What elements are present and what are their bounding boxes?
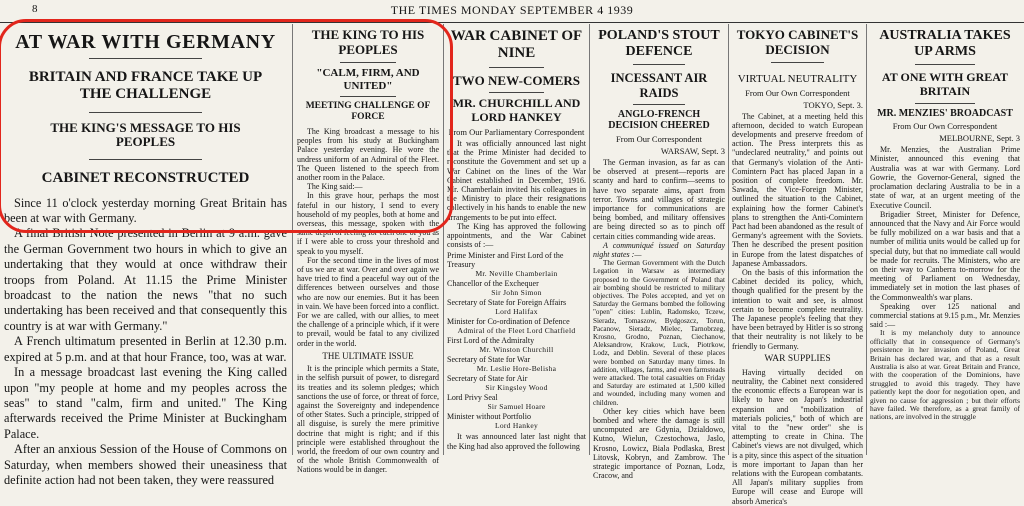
- correspondent-credit: From Our Own Correspondent: [892, 121, 998, 132]
- list-item: Minister without Portfolio Lord Hankey: [447, 412, 539, 431]
- article-paragraph: A French ultimatum presented in Berlin at 12.30 p.m. expired at 5 p.m. and at that hour France, too, was at war.: [4, 334, 287, 364]
- list-item: First Lord of the Admiralty Mr. Winston Churchill: [447, 336, 554, 355]
- article-paragraph: Speaking over 125 national and commercial stations at 9.15 p.m., Mr. Menzies said :—: [870, 301, 1020, 330]
- article-paragraph: Brigadier Street, Minister for Defence, announced that the Navy and Air Force would be fully mobilized on a war basis and that a number of militia units would be called up for special duty, but that no immediate call would be made for recruits. The Ministers, who are on their way to Canberra to-morrow for the meeting of Parliament on Wednesday, immediately set in motion the last phases of the Commonwealth's war plans.: [870, 209, 1020, 302]
- column-rule: [866, 24, 867, 455]
- article-paragraph: It was officially announced last night that the Prime Minister had decided to reconstitute the Government and set up a War Cabinet on the lines of the War Cabinet established in December, 1916. Mr. Chamberlain invited his colleagues in the Ministry to place their resignations collectively in his hands to enable the new arrangements to be put into effect.: [447, 139, 586, 222]
- dateline: MELBOURNE, Sept. 3: [939, 133, 1020, 144]
- divider: [633, 64, 686, 65]
- article-paragraph: It is my melancholy duty to announce officially that in consequence of Germany's persistence in her invasion of Poland, Great Britain has declared war, and that as a result Australia is also at war. Great Britain and France, with the cooperation of the Dominions, have struggled to avoid this tragedy. They have patiently kept the door for negotiation open, and given no cause for aggression ; but their efforts have failed. We therefore, as a great family of nations, are involved in the struggle: [870, 328, 1020, 422]
- list-item: Lord Privy Seal Sir Samuel Hoare: [447, 393, 546, 412]
- list-item: Chancellor of the Exchequer Sir John Simon: [447, 279, 542, 298]
- headline-king-to-peoples: THE KING TO HIS PEOPLES: [311, 27, 425, 57]
- headline-australia-takes-up-arms: AUSTRALIA TAKES UP ARMS: [879, 28, 1011, 60]
- headline-anglo-french-decision: ANGLO-FRENCH DECISION CHEERED: [608, 108, 710, 132]
- list-item: Secretary of State for War Mr. Leslie Hore-Belisha: [447, 355, 557, 374]
- headline-two-new-comers: TWO NEW-COMERS: [453, 72, 580, 88]
- column-rule: [589, 24, 590, 455]
- article-paragraph: The King has approved the following appointments, and the War Cabinet consists of :—: [447, 221, 586, 250]
- headline-calm-firm-united: "CALM, FIRM, AND UNITED": [316, 66, 420, 92]
- article-paragraph: On the basis of this information the Cabinet decided its policy, which, though qualified for the present by the intention to wait and see, is almost certain to become complete neutrality. The Japanese people's feeling that they have been betrayed by Hitler is so strong that their neutrality is not likely to be friendly to Germany.: [732, 267, 863, 351]
- dateline: TOKYO, Sept. 3.: [803, 99, 863, 110]
- headline-virtual-neutrality: VIRTUAL NEUTRALITY: [737, 72, 858, 85]
- list-item: Secretary of State for Air Sir Kingsley Wood: [447, 374, 548, 393]
- article-paragraph: A final British Note presented in Berlin at 9 a.m. gave the German Government two hours in which to give an undertaking that they would at once withdraw their troops from Poland. At 11.15 the Prime Minister broadcast to the nation the news "that no such undertaking has been received and that consequently this country is at war with Germany.": [4, 226, 287, 333]
- article-paragraph: The German Government with the Dutch Legation in Warsaw as intermediary proposed to the Government of Poland that air bombing should be restricted to military objectives. The Poles accepted, and yet on Saturday the Germans bombed the following "open" cities: Lublin, Radomsko, Tczew, Sieradz, Tomaszow, Bydgoszcz, Torun, Pacanow, Sieradz, Mielec, Tarnobrzeg, Krosno, Grodno, Poznan, Ciechanow, Aleksandrow, Krakow, Luck, Piotrkow, Lodz, and Deblin. Several of these places were bombed on Saturday many times. In addition, villages, farms, and even farmsteads were attacked. The total casualties on Friday and Saturday are estimated at 1,500 killed and wounded, including many women and children.: [593, 259, 725, 407]
- divider: [915, 103, 975, 104]
- dateline: WARSAW, Sept. 3: [660, 145, 725, 156]
- headline-tokyo-cabinet: TOKYO CABINET'S DECISION: [736, 27, 859, 57]
- article-body: [4, 196, 287, 489]
- list-item: Prime Minister and First Lord of the Treasury Mr. Neville Chamberlain: [447, 251, 564, 279]
- divider: [489, 92, 545, 93]
- headline-incessant-air-raids: INCESSANT AIR RAIDS: [610, 71, 708, 100]
- divider: [89, 58, 202, 59]
- newspaper-title: THE TIMES MONDAY SEPTEMBER 4 1939: [390, 3, 634, 17]
- headline-cabinet-reconstructed: CABINET RECONSTRUCTED: [41, 170, 250, 187]
- headline-menzies-broadcast: MR. MENZIES' BROADCAST: [877, 107, 1013, 119]
- article-paragraph: Other key cities which have been bombed and where the damage is still uncomputed are Gdynia, Dzialdowo, Kutno, Wielun, Czestochowa, Jaslo, Krosno, Lowicz, Biala Podlaska, Brest Litovsk, Kobryn, and Zambrow. The strategic importance of Poznan, Lodz, Cracow, and: [593, 406, 725, 481]
- article-paragraph: A communiqué issued on Saturday night states :—: [593, 240, 725, 259]
- article-paragraph: It was announced later last night that the King had also approved the following: [447, 432, 586, 451]
- masthead: [0, 0, 1024, 23]
- article-paragraph: In this grave hour, perhaps the most fateful in our history, I send to every household of my peoples, both at home and overseas, this message, spoken with the same depth of feeling for each one of you as if I were able to cross your threshold and speak to you myself.: [297, 191, 439, 256]
- headline-polands-defence: POLAND'S STOUT DEFENCE: [598, 28, 720, 60]
- article-paragraph: Having virtually decided on neutrality, the Cabinet next considered the economic effects a European war is likely to have on Japan's industrial expansion and "mobilization of materials policies," both of which are vital to the "new order" she is attempting to create in China. The Cabinet's views are not divulged, which is a pity, since this aspect of the situation is more important to Japan than her relations with the European combatants. All Japan's military supplies from Europe will cease and Europe will absorb America's: [732, 367, 863, 506]
- article-paragraph: The King said:—: [307, 182, 363, 192]
- article-paragraph: In a message broadcast last evening the King called upon "my people at home and my peoples across the seas" to stand "calm, firm and united." The King afterwards received the Prime Minister at Buckingham Palace.: [4, 365, 287, 441]
- column-king-to-peoples: [297, 24, 439, 475]
- divider: [633, 104, 686, 105]
- divider: [89, 159, 202, 160]
- list-item: Secretary of State for Foreign Affairs Lord Halifax: [447, 298, 567, 317]
- headline-war-cabinet: WAR CABINET OF NINE: [450, 28, 583, 62]
- headline-churchill-hankey: MR. CHURCHILL AND LORD HANKEY: [452, 96, 581, 125]
- page-number: 8: [32, 3, 38, 15]
- list-item: Minister for Co-ordination of Defence Admiral of the Fleet Lord Chatfield: [447, 317, 576, 336]
- article-paragraph: Mr. Menzies, the Australian Prime Minister, announced this evening that Australia was at war with Germany. Lord Gowrie, the Governor-General, signed the proclamation declaring Australia to be in a state of war, at an urgent meeting of the Executive Council.: [870, 145, 1020, 210]
- column-rule: [292, 24, 293, 455]
- headline-britain-france: BRITAIN AND FRANCE TAKE UP THE CHALLENGE: [28, 69, 263, 103]
- divider: [915, 64, 975, 65]
- column-polands-defence: [593, 24, 725, 481]
- headline-kings-message: THE KING'S MESSAGE TO HIS PEOPLES: [50, 119, 241, 150]
- subhead-ultimate-issue: THE ULTIMATE ISSUE: [322, 350, 414, 361]
- article-paragraph: The Cabinet, at a meeting held this afternoon, decided to watch European developments and preserve freedom of action. The Press interprets this as "undeclared neutrality," and points out that Germany's violation of the Anti-Comintern Pact has placed Japan in a position of complete freedom. Mr. Sawada, the Vice-Foreign Minister, outlined the situation to the Cabinet, explaining how the former Cabinet's plans to strengthen the Anti-Comintern Pact had been abandoned as the result of Germany's agreement with the Soviets. Then he described the present position in Europe from the latest dispatches of Japanese Ambassadors.: [732, 111, 863, 268]
- column-war-with-germany: [4, 24, 287, 487]
- divider: [89, 112, 202, 113]
- divider: [340, 62, 397, 63]
- correspondent-credit: From Our Own Correspondent: [745, 87, 850, 98]
- article-paragraph: Since 11 o'clock yesterday morning Great Britain has been at war with Germany.: [4, 195, 287, 226]
- divider: [340, 96, 397, 97]
- article-paragraph: It is the principle which permits a State, in the selfish pursuit of power, to disregard its treaties and its solemn pledges; which sanctions the use of force, or threat of force, against the Sovereignty and independence of other States. Such a principle, stripped of all disguise, is surely the mere primitive doctrine that might is right; and if this principle were established throughout the world, the freedom of our own country and of the whole British Commonwealth of Nations would be in danger.: [297, 364, 439, 475]
- column-australia: [870, 24, 1020, 455]
- correspondent-credit: From Our Correspondent: [616, 133, 702, 144]
- headline-at-war: AT WAR WITH GERMANY: [15, 31, 276, 53]
- divider: [771, 62, 823, 63]
- correspondent-credit: From Our Parliamentary Correspondent: [448, 127, 585, 138]
- headline-meeting-challenge: MEETING CHALLENGE OF FORCE: [305, 101, 431, 123]
- article-paragraph: The German invasion, as far as can be observed at present—reports are scanty and hard to confirm—seems to have two separate aims, apart from terror. Towns and villages of strategic importance for communications are being bombed, and military offensives are being directed so as to pinch off certain cities commanding wide areas.: [593, 157, 725, 241]
- column-rule: [728, 24, 729, 455]
- column-war-cabinet: [447, 24, 586, 455]
- headline-at-one-with-britain: AT ONE WITH GREAT BRITAIN: [881, 70, 1009, 98]
- subhead-war-supplies: WAR SUPPLIES: [764, 353, 831, 364]
- article-paragraph: For the second time in the lives of most of us we are at war. Over and over again we have tried to find a peaceful way out of the differences between ourselves and those who are now our enemies. But it has been in vain. We have been forced into a conflict. For we are called, with our allies, to meet the challenge of a principle which, if it were to prevail, would be fatal to any civilized order in the world.: [297, 255, 439, 348]
- cabinet-list: [447, 251, 586, 430]
- column-tokyo-cabinet: [732, 24, 863, 506]
- article-paragraph: After an anxious Session of the House of Commons on Saturday, when members showed their uneasiness that definite action had not been taken, they were reassured: [4, 442, 287, 487]
- column-rule: [443, 24, 444, 455]
- divider: [489, 67, 545, 68]
- article-paragraph: The King broadcast a message to his peoples from his study at Buckingham Palace yesterday evening. He wore the undress uniform of an Admiral of the Fleet. The Queen listened to the speech from another room in the Palace.: [297, 127, 439, 183]
